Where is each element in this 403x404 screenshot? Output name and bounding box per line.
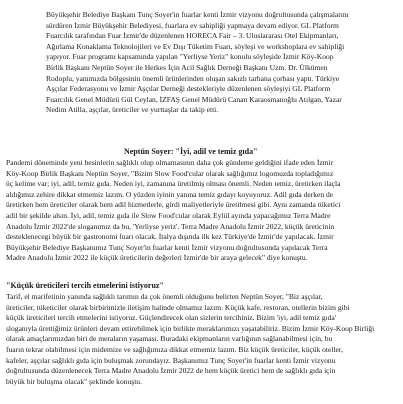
intro-line: Ağırlama Konaklama Teknolojileri ve Ev Dışı Tüketim Fuarı, söyleşi ve workshoplara ev sahipliği (46, 41, 345, 51)
paragraph-line: aldığımız zehire dikkat etmemiz lazım. O yüzden iyinin yanına temiz gıdayı koyuyoruz. Adil gıda derken de (6, 189, 334, 199)
intro-line: Aşçılar Federasyonu ve İzmir Aşçılar Derneği destekleriyle düzenlenen söyleşiyi GL Platform (46, 84, 331, 94)
intro-line: Fuarcılık tarafından Fuar İzmir'de düzenlenen HORECA Fair – 3. Uluslararası Otel Ekipmanları, (46, 31, 339, 41)
intro-line: sürdüren İzmir Büyükşehir Belediyesi, fuarlara ev sahipliği yapmaya devam ediyor. GL Platform (46, 20, 339, 30)
paragraph-line: sloganıyla ürettiğimiz ürünleri devam ettirebilmek için birlikte meraklarımızı yaşatabiliriz. Bizim İzmir Köy-Koop Birliği (6, 323, 375, 333)
intro-line: Birlik Başkanı Neptün Soyer ile Herkes İçin Acil Sağlık Derneği Başkanı Uzm. Dr. Ülkümen (46, 62, 328, 72)
paragraph-line: Madre Anadolu İzmir 2022 ile küçük üreticilerin değerleri İzmir'de bir araya gelecek" diye konuştu. (6, 253, 308, 263)
paragraph-line: olarak amaçlarımızdan biri de meraların yaşaması. Buradaki ekipmanların varlığının sağlanabilmesi için, bu (6, 334, 333, 344)
intro-line: yapıyor. Fuar programı kapsamında yapılan "Yerliyse Yeriz" konulu söyleşide İzmir Köy-Koop (46, 52, 334, 62)
paragraph-line: Anadolu İzmir 2022'de sloganımız da bu, 'Yerliyse yeriz'. Terra Madre Anadolu İzmir 2022, küçük üreticinin (6, 221, 335, 231)
paragraph-line: Büyükşehir Belediye Başkanımız Tunç Soyer'in fuarlar kenti İzmir vizyonu doğrultusunda yapılacak Terra (6, 242, 328, 252)
paragraph-line: desteklenecegi büyük bir gastronomi fuarı olacak. İtalya dışında ilk kez Türkiye'de İzmir'de yapılacak. İzmir (6, 232, 334, 242)
paragraph-line: Köy-Koop Birlik Başkanı Neptün Soyer, "Bizim Slow Food'cular olarak sağlığımız logomuzda topladığımız (6, 168, 334, 178)
intro-line: Fuarcılık Genel Müdürü Gül Ceylan, İZFAŞ Genel Müdürü Canan Karaosmanoğlu Atılgan, Yazar (46, 94, 342, 104)
intro-paragraph (46, 10, 349, 116)
intro-line: Nedim Atilla, aşçılar, üreticiler ve yurttaşlar da takip etti. (46, 105, 219, 115)
paragraph-line: Tarif, el marifetinin yanında sağlıklı tarımın da çok önemli olduğunu belirten Neptün Soyer, "Biz aşçılar, (6, 292, 323, 301)
paragraph-line: üç kelime var; iyi, adil, temiz gıda. Neden iyi, zamanına üretilmiş olması önemli. Neden temiz, üretirken ilaçla (6, 179, 341, 189)
paragraph-line: adil bir şekilde alsın. İyi, adil, temiz gıda ile Slow Food'cular olarak Eylül ayında yapacağımız Terra Madre (6, 210, 331, 220)
paragraph-line: üretirken hem üreticiler olarak hem adil hizmetlerle, girdi maliyetleriyle üretilmesi gibi. Aynı zamanda tüketici (6, 200, 341, 210)
paragraph-line: Pandemi döneminde yeni besinlerin sağlıklı olup olmamasının daha çok gündeme geldiğini ifade eden İzmir (6, 158, 334, 167)
intro-line: Büyükşehir Belediye Başkanı Tunç Soyer'in fuarlar kenti İzmir vizyonu doğrultusunda çalışmalarını (46, 10, 349, 19)
section-heading-small-producers: "Küçük üreticileri tercih etmelerini istiyoruz" (6, 281, 164, 290)
paragraph-line: büyük bir buluşma olacak" şeklinde konuştu. (6, 376, 142, 386)
paragraph-line: doğrultusunda düzenlenecek Terra Madre Anadolu İzmir 2022 de hem küçük üretici hem de sağlıklı gıda için (6, 366, 336, 376)
paragraph-line: küçük üreticileri tercih etmelerini istiyoruz. Güçlendirecek olan sizlerin tercihiniz. Bizim 'iyi, adil temiz gıda' (6, 313, 337, 323)
paragraph-line: üreticiler, tüketiciler olarak birbirimizle iletişim halinde olmamız lazım. Küçük kafe, restoran, otellerin bizim gibi (6, 302, 350, 312)
section-paragraph-small-producers (6, 292, 374, 387)
section-paragraph-quality-food (6, 158, 340, 264)
section-heading-quality-food: Neptün Soyer: "İyi, adil ve temiz gıda" (124, 147, 258, 156)
paragraph-line: kafeler, aşçılar sağlıklı gıda için buluşmak zorundayız. Başkanımız Tunç Soyer'in fuarlar kenti İzmir vizyonu (6, 355, 336, 365)
paragraph-line: fuarın tekrar olabilmesi için midemize ve sağlığımıza dikkat etmemiz lazım. Biz küçük üreticiler, küçük oteller, (6, 344, 344, 354)
intro-line: Rodoplu, yanımızda bölgesinin önemli ürünlerinden oluşan sakızlı tarhana çorbası yaptı. Türkiye (46, 73, 340, 83)
